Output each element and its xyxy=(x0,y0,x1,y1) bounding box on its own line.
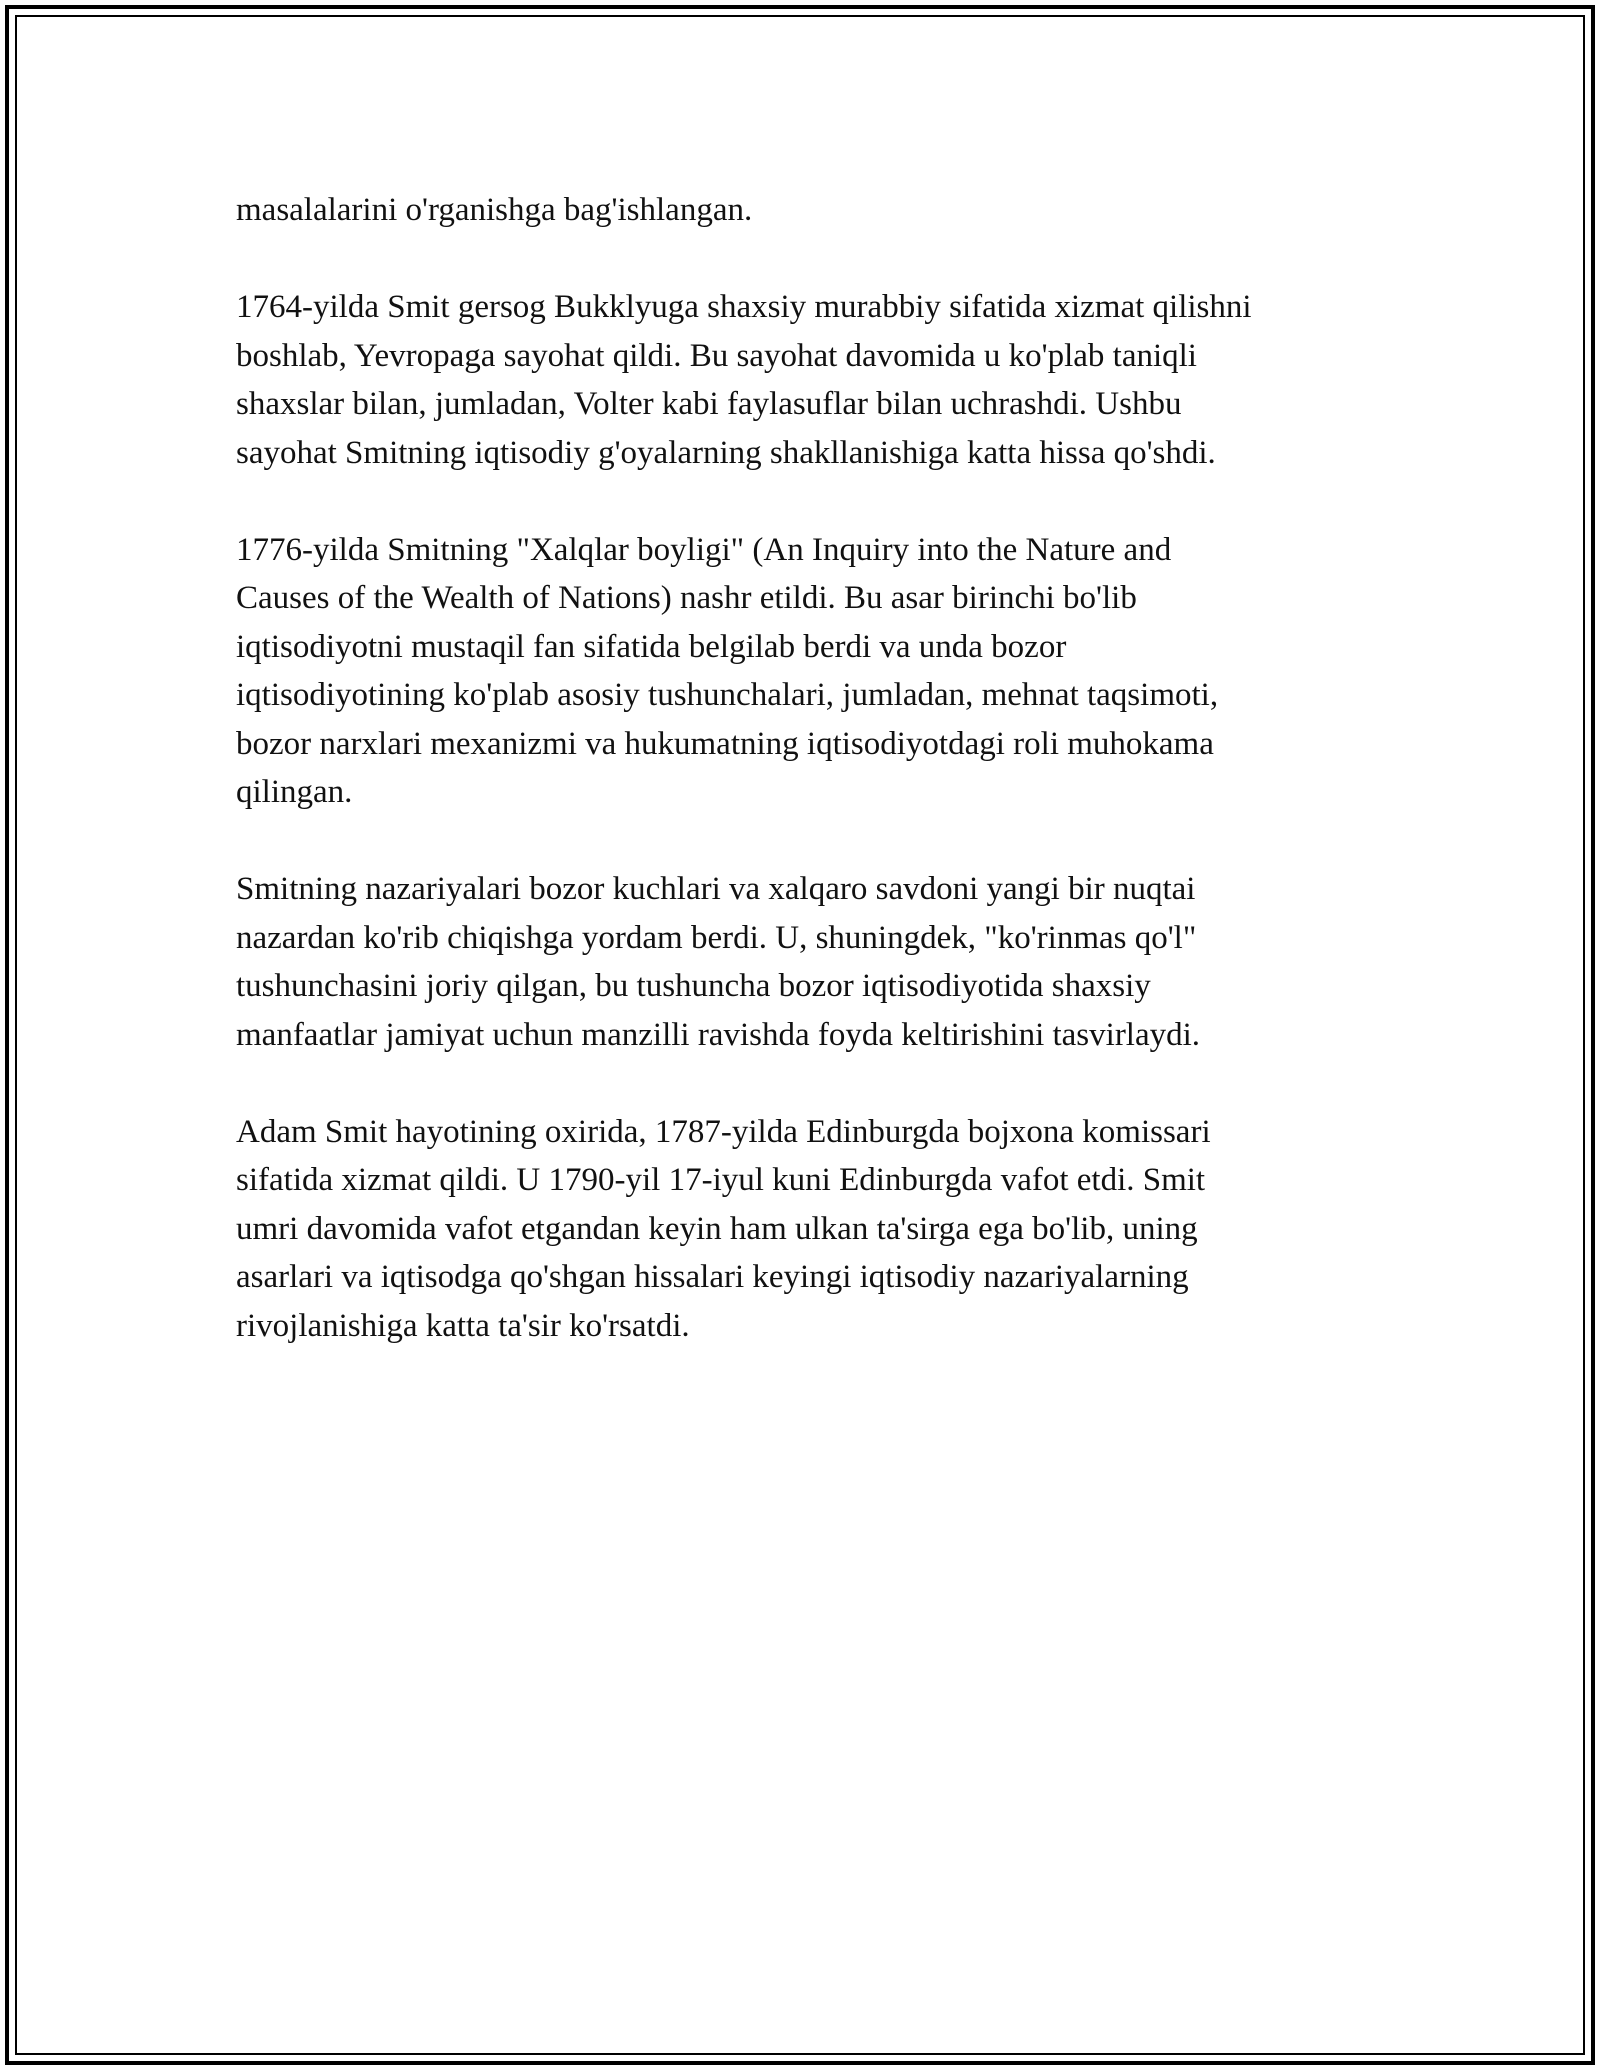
paragraph-wealth-of-nations-1776: 1776-yilda Smitning "Xalqlar boyligi" (An Inquiry into the Nature and Causes of the Wealth of Nations) nashr etildi. Bu asar birinchi bo'lib iqtisodiyotni mustaqil fan sifatida belgilab berdi va unda bozor iqtisodiyotining ko'plab asosiy tushunchalari, jumladan, mehnat taqsimoti, bozor narxlari mexanizmi va hukumatning iqtisodiyotdagi roli muhokama qilingan. xyxy=(236,531,1219,810)
paragraph-continuation: masalalarini o'rganishga bag'ishlangan. xyxy=(236,192,753,228)
paragraph-travels-1764: 1764-yilda Smit gersog Bukklyuga shaxsiy murabbiy sifatida xizmat qilishni boshlab, Yevropaga sayohat qildi. Bu sayohat davomida u ko'plab taniqli shaxslar bilan, jumladan, Volter kabi faylasuflar bilan uchrashdi. Ushbu sayohat Smitning iqtisodiy g'oyalarning shakllanishiga katta hissa qo'shdi. xyxy=(236,289,1252,471)
paragraph-later-life: Adam Smit hayotining oxirida, 1787-yilda Edinburgda bojxona komissari sifatida xizmat qildi. U 1790-yil 17-iyul kuni Edinburgda vafot etdi. Smit umri davomida vafot etgandan keyin ham ulkan ta'sirga ega bo'lib, uning asarlari va iqtisodga qo'shgan hissalari keyingi iqtisodiy nazariyalarning rivojlanishiga katta ta'sir ko'rsatdi. xyxy=(236,1113,1211,1344)
document-body xyxy=(236,186,1386,1399)
paragraph-invisible-hand: Smitning nazariyalari bozor kuchlari va xalqaro savdoni yangi bir nuqtai nazardan ko'rib chiqishga yordam berdi. U, shuningdek, "ko'rinmas qo'l" tushunchasini joriy qilgan, bu tushuncha bozor iqtisodiyotida shaxsiy manfaatlar jamiyat uchun manzilli ravishda foyda keltirishini tasvirlaydi. xyxy=(236,871,1201,1053)
